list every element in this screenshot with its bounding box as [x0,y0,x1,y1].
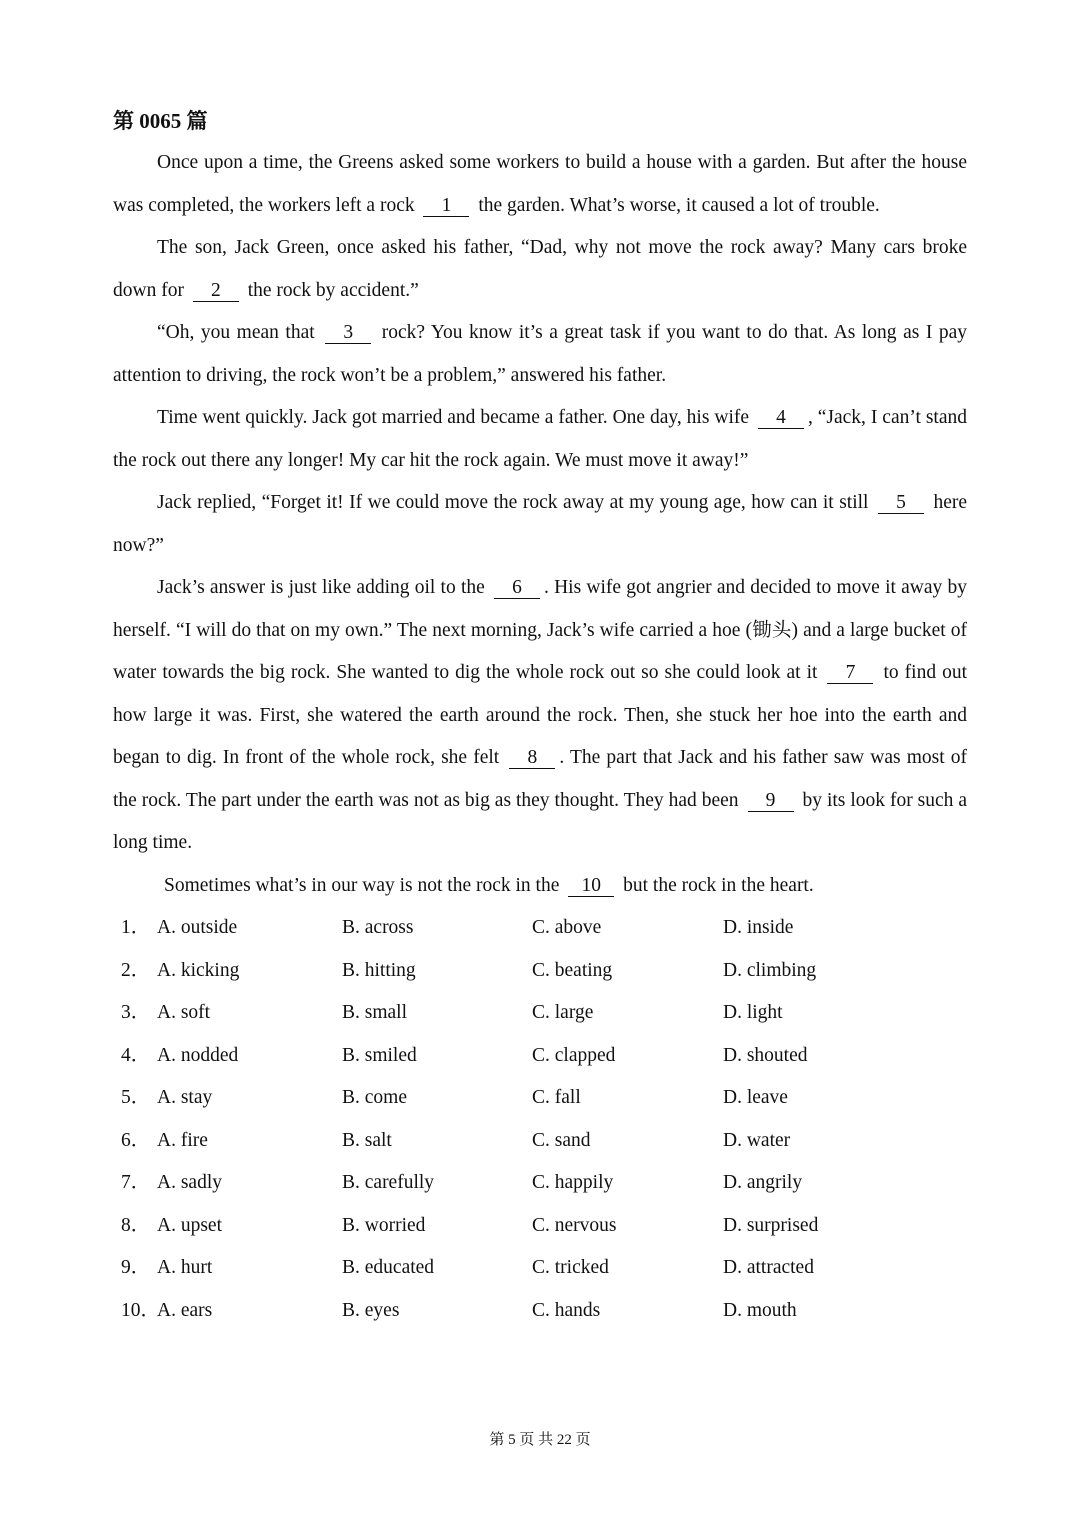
option-b: B. across [342,917,414,938]
paragraph-text: Jack replied, “Forget it! If we could move the rock away at my young age, how can it still [157,492,869,513]
paragraph-text: Once upon a time, the Greens asked some workers to build a house with a garden. But after the house was completed, the workers left a rock [113,152,967,216]
question-number: 7． [121,1172,151,1193]
option-row [113,1290,967,1333]
option-d: D. light [723,1002,783,1023]
paragraph-text: but the rock in the heart. [623,874,814,896]
option-row [113,1247,967,1290]
option-d: D. mouth [723,1299,797,1321]
question-number: 9． [121,1257,151,1278]
question-number: 10． [121,1299,161,1321]
option-b: B. carefully [342,1172,435,1193]
option-row [113,1120,967,1163]
paragraph-2 [113,227,967,312]
blank-7: 7 [827,663,873,684]
option-d: D. water [723,1129,791,1151]
option-c: C. above [532,917,602,938]
question-number: 6． [121,1129,151,1151]
option-c: C. beating [532,959,613,981]
paragraph-text: . The part that Jack and his father saw was most of the rock. The part under the earth was not as big as they thought. They had been [113,747,967,811]
paragraph-7 [113,865,967,908]
option-b: B. small [342,1002,408,1023]
option-d: D. inside [723,917,794,938]
option-a: A. nodded [157,1044,239,1066]
option-d: D. attracted [723,1257,814,1278]
paragraph-text: the rock by accident.” [247,279,419,301]
paragraph-text: . His wife got angrier and decided to move it away by herself. “I will do that on my own.” The next morning, Jack’s wife carried a hoe (锄头) and a large bucket of water towards the big rock. She wanted to dig the whole rock out so she could look at it [113,577,967,683]
blank-1: 1 [423,196,469,217]
paragraph-text: the garden. What’s worse, it caused a lot of trouble. [478,194,880,216]
option-a: A. upset [157,1214,222,1236]
option-row [113,992,967,1035]
blank-2: 2 [193,281,239,302]
question-number: 2． [121,959,151,981]
blank-3: 3 [325,323,371,344]
option-d: D. climbing [723,959,817,981]
option-c: C. clapped [532,1044,616,1066]
question-number: 3． [121,1002,151,1023]
paragraph-text: The son, Jack Green, once asked his father, “Dad, why not move the rock away? Many cars broke down for [113,237,967,301]
option-a: A. sadly [157,1172,222,1193]
paragraph-text: Jack’s answer is just like adding oil to the [157,577,485,598]
paragraph-1 [113,142,967,227]
option-c: C. tricked [532,1257,609,1278]
paragraph-text: by its look for such a long time. [113,789,968,853]
option-a: A. outside [157,917,238,938]
question-number: 1． [121,917,151,938]
paragraph-text: here now?” [113,492,968,556]
question-number: 5． [121,1087,151,1108]
option-d: D. angrily [723,1172,803,1193]
option-d: D. shouted [723,1044,808,1066]
option-b: B. come [342,1087,407,1108]
blank-5: 5 [878,493,924,514]
document-page [113,100,967,1332]
option-row [113,907,967,950]
option-c: C. happily [532,1172,614,1193]
paragraph-text: , “Jack, I can’t stand the rock out there any longer! My car hit the rock again. We must move it away!” [113,407,967,471]
option-c: C. large [532,1002,594,1023]
blank-10: 10 [568,876,614,897]
paragraph-text: Sometimes what’s in our way is not the rock in the [164,874,560,896]
option-b: B. worried [342,1214,426,1236]
option-row [113,1077,967,1120]
option-row [113,1162,967,1205]
option-b: B. eyes [342,1299,400,1321]
option-b: B. hitting [342,959,416,981]
option-a: A. fire [157,1129,208,1151]
paragraph-5 [113,482,967,567]
paragraph-text: to find out how large it was. First, she watered the earth around the rock. Then, she stuck her hoe into the earth and began to dig. In front of the whole rock, she felt [113,662,968,768]
option-row [113,1205,967,1248]
paragraph-3 [113,312,967,397]
blank-4: 4 [758,408,804,429]
option-row [113,1035,967,1078]
option-b: B. smiled [342,1044,417,1066]
option-c: C. hands [532,1299,601,1321]
blank-8: 8 [509,748,555,769]
page-footer: 第 5 页 共 22 页 [489,1432,591,1448]
paragraph-6 [113,567,967,865]
option-a: A. hurt [157,1257,213,1278]
option-a: A. ears [157,1299,213,1321]
option-b: B. educated [342,1257,435,1278]
paragraph-text: rock? You know it’s a great task if you want to do that. As long as I pay attention to driving, the rock won’t be a problem,” answered his father. [113,322,968,386]
options-list [113,907,967,1332]
question-number: 4． [121,1044,151,1066]
paragraph-text: “Oh, you mean that [157,322,315,343]
passage-title: 第 0065 篇 [113,109,208,133]
paragraph-text: Time went quickly. Jack got married and became a father. One day, his wife [157,407,750,428]
paragraph-4 [113,397,967,482]
option-d: D. surprised [723,1214,819,1236]
option-c: C. fall [532,1087,581,1108]
option-a: A. kicking [157,959,240,981]
option-a: A. stay [157,1087,213,1108]
question-number: 8． [121,1214,151,1236]
blank-9: 9 [748,791,794,812]
option-c: C. nervous [532,1214,617,1236]
option-d: D. leave [723,1087,788,1108]
option-row [113,950,967,993]
blank-6: 6 [494,578,540,599]
option-c: C. sand [532,1129,591,1151]
option-a: A. soft [157,1002,211,1023]
option-b: B. salt [342,1129,392,1151]
